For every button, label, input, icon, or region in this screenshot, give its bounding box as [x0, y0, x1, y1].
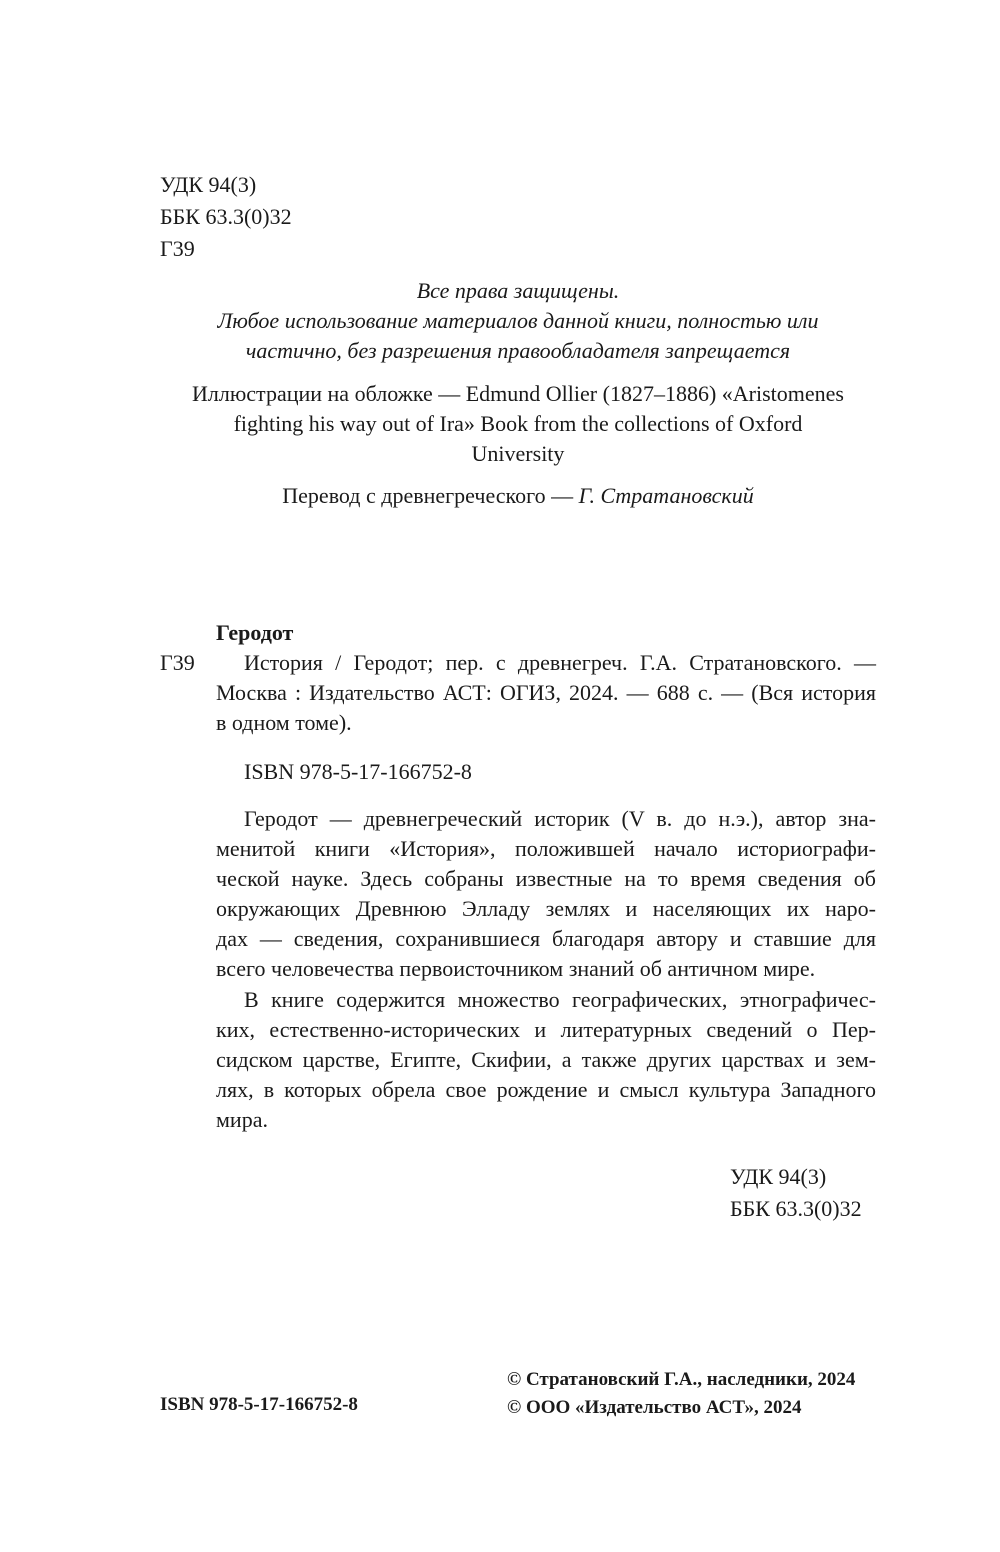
illustration-line: University	[471, 441, 565, 466]
annotation-line: всего человечества первоисточником знаний об античном мире.	[216, 956, 816, 981]
illustration-line: fighting his way out of Ira» Book from the collections of Oxford	[233, 411, 803, 436]
cutter-code: Г39	[160, 236, 195, 261]
annotation-line: В книге содержится множество географических, этнографичес-	[244, 987, 876, 1012]
annotation-line: окружающих Древнюю Элладу землях и населяющих их наро-	[216, 896, 876, 921]
annotation-line: дах — сведения, сохранившиеся благодаря автору и ставшие для	[216, 926, 876, 951]
rights-line: Все права защищены.	[416, 278, 620, 303]
annotation-line: лях, в которых обрела свое рождение и смысл культура Западного	[216, 1077, 876, 1102]
record-isbn: ISBN 978-5-17-166752-8	[244, 759, 472, 784]
annotation-line: мира.	[216, 1107, 268, 1132]
description-line: в одном томе).	[216, 710, 352, 735]
rights-line: Любое использование материалов данной книги, полностью или	[217, 308, 819, 333]
annotation-line: ческой науке. Здесь собраны известные на то время сведения об	[216, 866, 876, 891]
author-heading: Геродот	[216, 620, 294, 645]
illustration-line: Иллюстрации на обложке — Edmund Ollier (1827–1886) «Aristomenes	[192, 381, 844, 406]
illustration-credit	[160, 379, 876, 469]
udk-code: УДК 94(3)	[730, 1164, 827, 1189]
translator-name: Г. Стратановский	[578, 483, 754, 508]
annotation-line: менитой книги «История», положившей начало историографи-	[216, 836, 876, 861]
annotation-line: сидском царстве, Египте, Скифии, а также других царствах и зем-	[216, 1047, 876, 1072]
description-line: История / Геродот; пер. с древнегреч. Г.А. Стратановского. —	[244, 650, 876, 675]
annotation-line: Геродот — древнегреческий историк (V в. до н.э.), автор зна-	[244, 806, 876, 831]
footer-isbn: ISBN 978-5-17-166752-8	[160, 1394, 358, 1415]
record-cutter-code: Г39	[160, 650, 195, 675]
bbk-code: ББК 63.3(0)32	[730, 1196, 862, 1221]
translation-prefix: Перевод с древнегреческого —	[282, 483, 579, 508]
copyright-line: © ООО «Издательство АСТ», 2024	[507, 1397, 802, 1418]
copyright-line: © Стратановский Г.А., наследники, 2024	[507, 1369, 856, 1390]
udk-code: УДК 94(3)	[160, 172, 257, 197]
rights-notice	[160, 276, 876, 366]
bbk-code: ББК 63.3(0)32	[160, 204, 292, 229]
rights-line: частично, без разрешения правообладателя запрещается	[245, 338, 791, 363]
translation-credit	[160, 481, 876, 511]
annotation-line: ких, естественно-исторических и литературных сведений о Пер-	[216, 1017, 876, 1042]
description-line: Москва : Издательство АСТ: ОГИЗ, 2024. — 688 с. — (Вся история	[216, 680, 876, 705]
